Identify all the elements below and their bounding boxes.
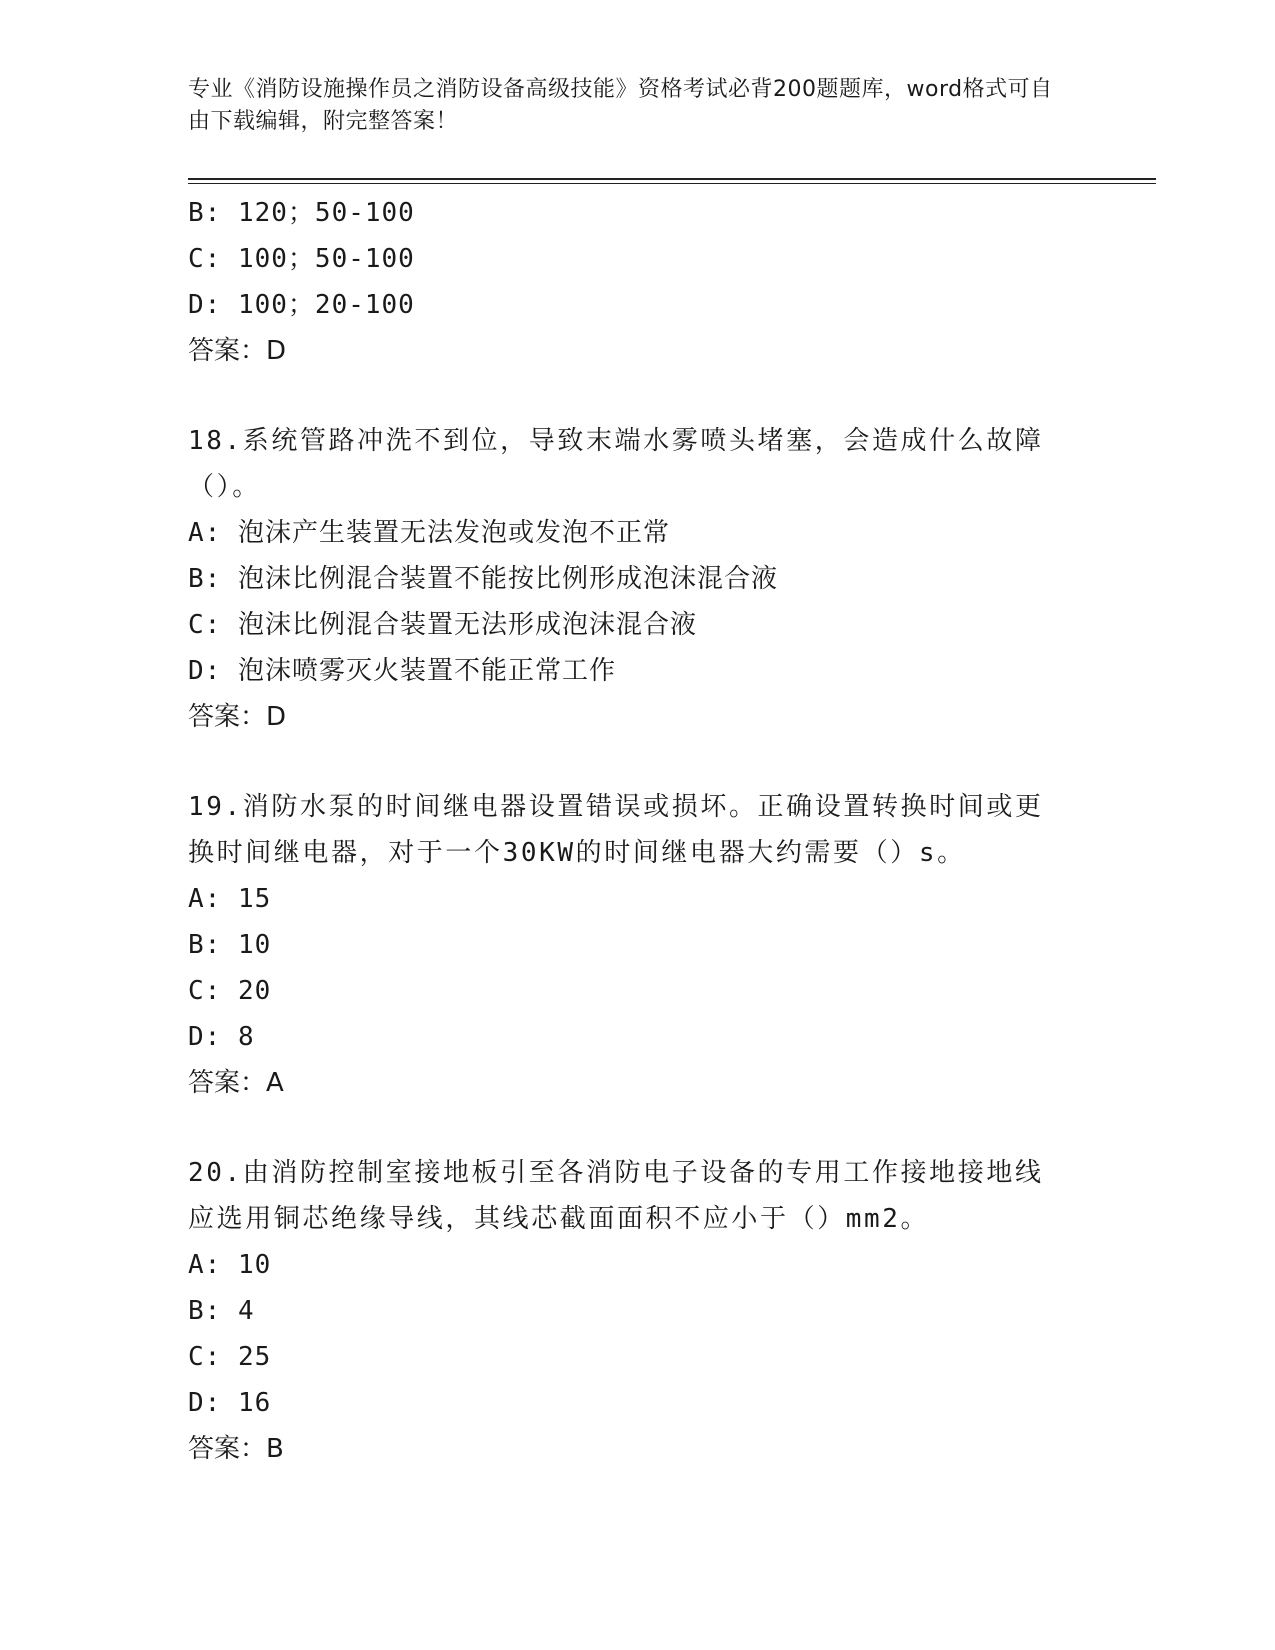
question-18	[188, 418, 1068, 740]
option-c: C: 20	[188, 976, 272, 1006]
option-b: B: 4	[188, 1296, 255, 1326]
option-d: D: 100；20-100	[188, 290, 415, 320]
option-c: C: 100；50-100	[188, 244, 415, 274]
question-list	[188, 190, 1068, 1472]
option-b: B: 泡沫比例混合装置不能按比例形成泡沫混合液	[188, 564, 778, 594]
answer: 答案：A	[188, 1068, 284, 1098]
question-17-tail	[188, 190, 1068, 374]
page-header: 专业《消防设施操作员之消防设备高级技能》资格考试必背200题题库，word格式可自由下载编辑，附完整答案！	[188, 77, 1053, 134]
question-text: 19.消防水泵的时间继电器设置错误或损坏。正确设置转换时间或更换时间继电器，对于一个30KW的时间继电器大约需要（）s。	[188, 792, 1044, 868]
question-text: 20.由消防控制室接地板引至各消防电子设备的专用工作接地接地线应选用铜芯绝缘导线，其线芯截面面积不应小于（）mm2。	[188, 1158, 1044, 1234]
header-divider	[188, 178, 1156, 180]
question-19	[188, 784, 1068, 1106]
answer: 答案：D	[188, 702, 287, 732]
option-d: D: 16	[188, 1388, 272, 1418]
option-b: B: 120；50-100	[188, 198, 415, 228]
option-d: D: 泡沫喷雾灭火装置不能正常工作	[188, 656, 616, 686]
answer: 答案：B	[188, 1434, 284, 1464]
option-a: A: 泡沫产生装置无法发泡或发泡不正常	[188, 518, 670, 548]
option-b: B: 10	[188, 930, 272, 960]
option-c: C: 25	[188, 1342, 272, 1372]
answer: 答案：D	[188, 336, 287, 366]
question-text: 18.系统管路冲洗不到位，导致末端水雾喷头堵塞，会造成什么故障（）。	[188, 426, 1044, 502]
option-c: C: 泡沫比例混合装置无法形成泡沫混合液	[188, 610, 697, 640]
option-a: A: 15	[188, 884, 272, 914]
question-20	[188, 1150, 1068, 1472]
option-d: D: 8	[188, 1022, 255, 1052]
header-divider-thin	[188, 183, 1156, 184]
option-a: A: 10	[188, 1250, 272, 1280]
